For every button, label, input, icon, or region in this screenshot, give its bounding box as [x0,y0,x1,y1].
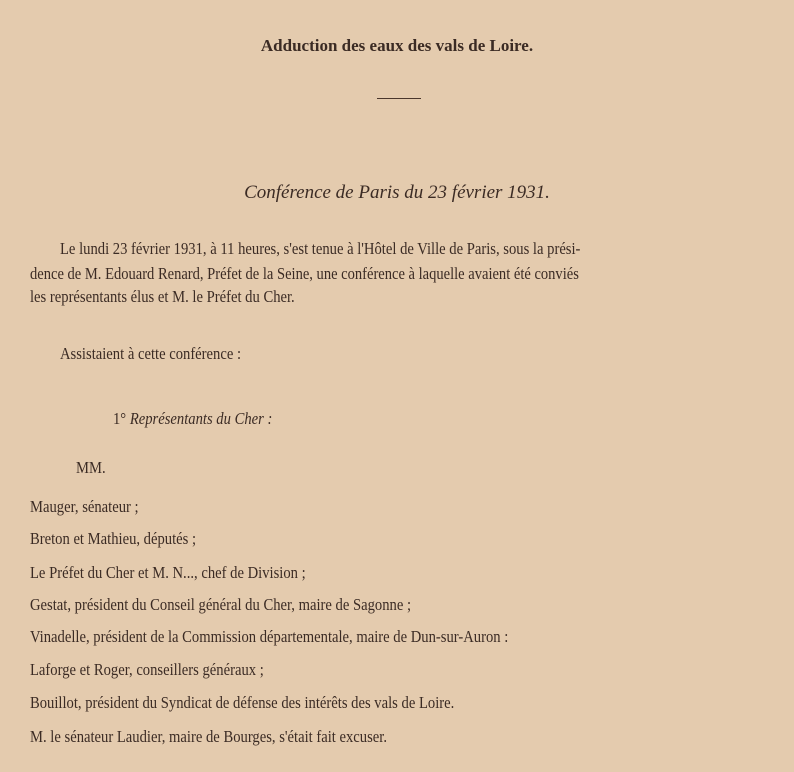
attendee-item: Bouillot, président du Syndicat de défense des intérêts des vals de Loire. [30,693,455,712]
paragraph-line: Le lundi 23 février 1931, à 11 heures, s'est tenue à l'Hôtel de Ville de Paris, sous la prési- [60,239,581,258]
paragraph-line: les représentants élus et M. le Préfet du Cher. [30,287,295,306]
attendee-item: Mauger, sénateur ; [30,497,139,516]
attendee-item: Le Préfet du Cher et M. N..., chef de Division ; [30,563,306,582]
section-number: 1° [113,409,127,428]
attendee-item: Laforge et Roger, conseillers généraux ; [30,660,264,679]
attendee-item: M. le sénateur Laudier, maire de Bourges, s'était fait excuser. [30,727,388,746]
attendance-intro: Assistaient à cette conférence : [60,344,242,363]
document-title: Adduction des eaux des vals de Loire. [260,36,534,55]
attendee-item: Vinadelle, président de la Commission départementale, maire de Dun-sur-Auron : [30,627,509,646]
attendee-item: Breton et Mathieu, députés ; [30,529,197,548]
paragraph-line: dence de M. Edouard Renard, Préfet de la Seine, une conférence à laquelle avaient été conviés [30,264,579,283]
attendee-item: Gestat, président du Conseil général du Cher, maire de Sagonne ; [30,595,412,614]
conference-subtitle: Conférence de Paris du 23 février 1931. [244,182,550,203]
honorific: MM. [76,458,106,477]
divider [377,98,421,99]
section-heading [113,409,272,429]
section-heading-text: Représentants du Cher : [129,409,273,428]
